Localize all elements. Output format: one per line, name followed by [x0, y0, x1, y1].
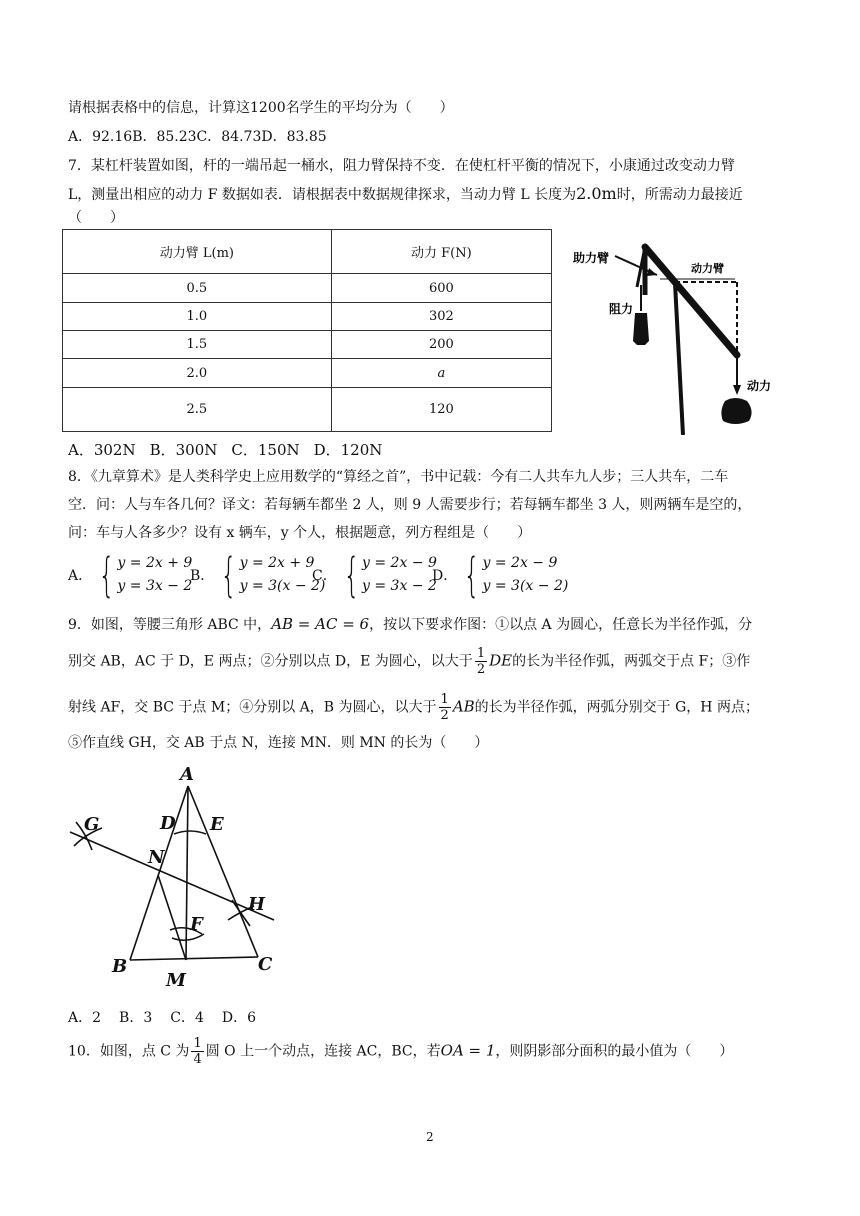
fraction: [439, 692, 451, 723]
question8-line3: 问：车与人各多少？设有 x 辆车，y 个人，根据题意，列方程组是（ ）: [68, 525, 532, 541]
question9-line1: [68, 614, 752, 634]
question8-line2: 空．问：人与车各几何？译文：若每辆车都坐 2 人，则 9 人需要步行；若每辆车都坐 3 人，则两辆车是空的，: [68, 497, 752, 513]
option-a: A．2: [68, 1010, 102, 1026]
question9-line2: [68, 646, 750, 677]
option-c: C．150N: [231, 441, 300, 459]
table-cell: 600: [331, 274, 551, 303]
denominator: 2: [440, 708, 449, 723]
brace-icon: {: [98, 548, 115, 602]
table-cell: 1.0: [63, 303, 332, 331]
q8-option-d: [432, 548, 569, 602]
ray-af: [186, 786, 188, 960]
lever-support: [675, 283, 683, 435]
question7-line1: 7．某杠杆装置如图，杆的一端吊起一桶水，阻力臂保持不变．在使杠杆平衡的情况下，小康通过改变动力臂: [68, 158, 735, 174]
label-h: H: [248, 894, 266, 915]
question6-options: A．92.16B．85.23C．84.73D．83.85: [68, 129, 327, 145]
triangle-figure: [62, 762, 292, 997]
question9-line4: ⑤作直线 GH，交 AB 于点 N，连接 MN．则 MN 的长为（ ）: [68, 735, 489, 751]
table-row: [63, 274, 552, 303]
equation: y = 3(x − 2): [239, 578, 326, 594]
equation: y = 2x − 9: [482, 555, 558, 571]
question7-options: [68, 439, 382, 460]
segment-de: DE: [489, 651, 513, 670]
question7-line2-end: 时，所需动力最接近: [616, 187, 743, 203]
label-m: M: [166, 970, 186, 991]
text: 射线 AF，交 BC 于点 M；④分别以 A，B 为圆心，以大于: [68, 699, 437, 716]
label-power: 动力: [747, 379, 772, 393]
table-row: [63, 388, 552, 432]
force-arrow-icon: [733, 385, 741, 395]
option-d: D．6: [221, 1010, 256, 1026]
table-cell: 302: [331, 303, 551, 331]
option-label: D．: [432, 568, 458, 584]
option-c: C．4: [170, 1010, 204, 1026]
equation: y = 2x + 9: [117, 555, 193, 571]
text: ，按以下要求作图：①以点 A 为圆心，任意长为半径作弧，分: [369, 617, 753, 633]
page-number: 2: [426, 1130, 434, 1144]
table-row: [63, 303, 552, 331]
table-header-force: 动力 F(N): [331, 230, 551, 274]
option-b: B．300N: [149, 441, 218, 459]
brace-icon: {: [343, 548, 360, 602]
table-cell: 2.0: [63, 359, 332, 388]
text: 的长为半径作弧，两弧交于点 F；③作: [512, 653, 751, 670]
table-header-arm: 动力臂 L(m): [63, 230, 332, 274]
label-assist-arm: 助力臂: [573, 251, 610, 265]
table-cell: a: [331, 359, 551, 388]
side-bc: [130, 957, 258, 960]
question8-line1: 8．《九章算术》是人类科学史上应用数学的“算经之首”，书中记载：今有二人共车九人步；三人共车，二车: [68, 469, 729, 485]
lever-figure: [565, 225, 795, 435]
text: ，则阴影部分面积的最小值为（ ）: [495, 1043, 734, 1060]
weight-icon: [721, 398, 751, 424]
table-cell: 1.5: [63, 331, 332, 359]
option-label: C．: [312, 568, 337, 584]
fraction: [475, 646, 487, 677]
text: 10．如图，点 C 为: [68, 1043, 190, 1060]
question7-length-value: 2.0m: [576, 184, 617, 203]
brace-icon: {: [220, 548, 237, 602]
side-ab: [130, 786, 188, 960]
segment-ab: AB: [452, 697, 475, 716]
label-f: F: [190, 914, 203, 935]
question7-line3: （ ）: [68, 210, 124, 226]
arrow-head-icon: [647, 268, 657, 276]
label-c: C: [258, 954, 273, 975]
option-label: B．: [190, 568, 215, 584]
table-cell: 120: [331, 388, 551, 432]
equation: y = 3x − 2: [117, 578, 193, 594]
q8-option-c: [312, 548, 437, 602]
label-resistance: 阻力: [609, 302, 634, 316]
arc-de: [174, 831, 206, 834]
option-b: B．3: [119, 1010, 153, 1026]
text: 的长为半径作弧，两弧分别交于 G，H 两点；: [474, 699, 759, 716]
lever-data-table: [62, 229, 552, 432]
label-g: G: [84, 814, 100, 835]
option-d: D．120N: [313, 441, 383, 459]
bucket-icon: [633, 313, 649, 345]
equation: OA = 1: [440, 1041, 496, 1060]
table-row: [63, 331, 552, 359]
option-label: A．: [68, 568, 93, 584]
label-n: N: [148, 847, 165, 868]
question9-options: [68, 1007, 256, 1027]
equation: y = 2x − 9: [362, 555, 437, 571]
option-a: A．302N: [68, 441, 136, 459]
q8-option-b: [190, 548, 326, 602]
question10-line: [68, 1036, 733, 1067]
question7-line2: [68, 184, 743, 204]
equation: y = 2x + 9: [239, 555, 315, 571]
equation: y = 3x − 2: [362, 578, 437, 594]
table-row: [63, 359, 552, 388]
table-cell: 200: [331, 331, 551, 359]
text: 圆 O 上一个动点，连接 AC，BC，若: [205, 1043, 441, 1060]
q8-option-a: [68, 548, 193, 602]
label-b: B: [112, 956, 128, 977]
numerator: 1: [476, 646, 486, 661]
line-gh: [70, 832, 274, 920]
question9-line3: [68, 692, 759, 723]
numerator: 1: [193, 1036, 202, 1051]
label-a: A: [180, 764, 194, 785]
table-cell: 0.5: [63, 274, 332, 303]
denominator: 4: [193, 1052, 202, 1067]
label-power-arm: 动力臂: [691, 262, 724, 275]
segment-mn: [158, 875, 186, 960]
question6-stem: 请根据表格中的信息，计算这1200名学生的平均分为（ ）: [68, 100, 454, 116]
equation: y = 3(x − 2): [482, 578, 569, 594]
label-e: E: [210, 814, 224, 835]
brace-icon: {: [463, 548, 480, 602]
text: 别交 AB，AC 于 D，E 两点；②分别以点 D，E 为圆心，以大于: [68, 653, 473, 670]
text: 9．如图，等腰三角形 ABC 中，: [68, 617, 272, 633]
fraction: [191, 1036, 203, 1067]
equation: AB = AC = 6: [271, 615, 370, 633]
numerator: 1: [440, 692, 449, 707]
question7-line2-text: L，测量出相应的动力 F 数据如表．请根据表中数据规律探求，当动力臂 L 长度为: [68, 187, 577, 203]
table-cell: 2.5: [63, 388, 332, 432]
denominator: 2: [476, 662, 486, 677]
label-d: D: [160, 813, 176, 834]
